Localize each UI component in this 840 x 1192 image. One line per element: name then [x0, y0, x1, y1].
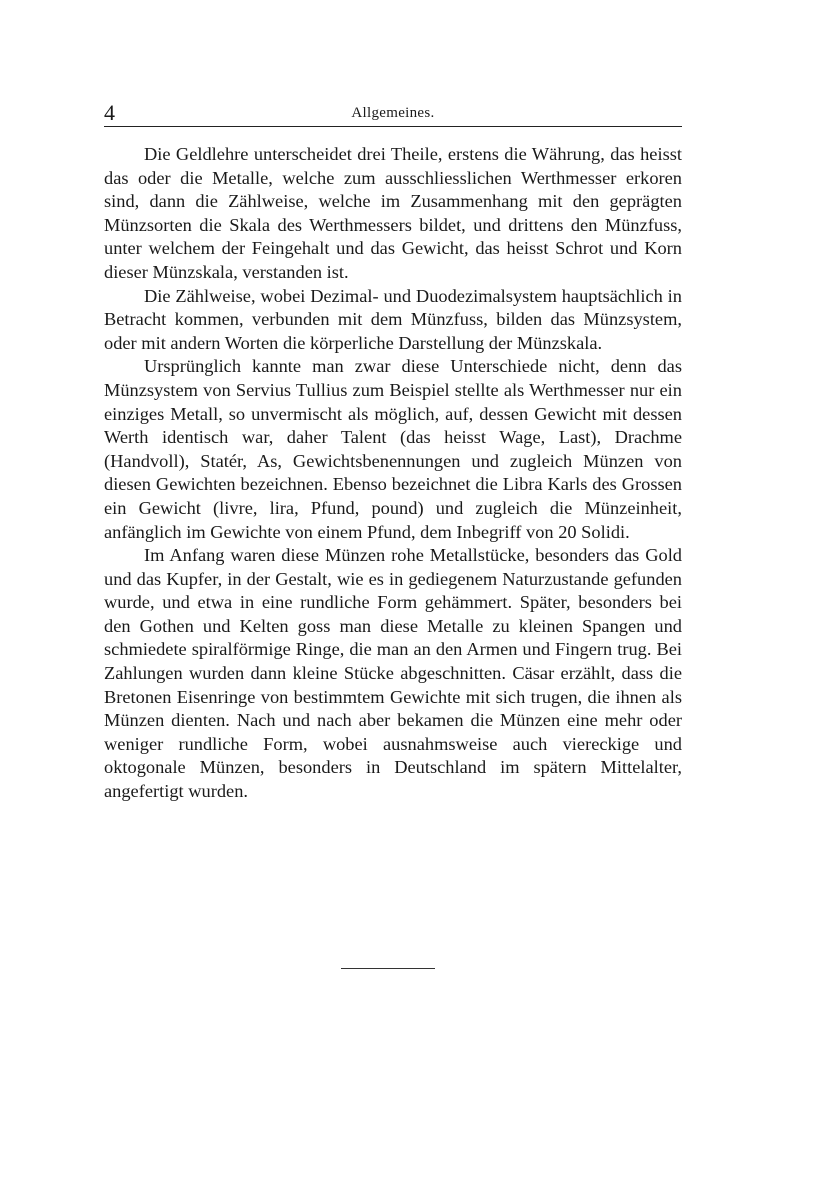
header-rule: [104, 126, 682, 127]
page-header: [104, 100, 682, 126]
body-text: [104, 143, 682, 804]
running-head: Allgemeines.: [351, 105, 435, 121]
section-end-rule: [341, 968, 435, 969]
paragraph-urspruenglich: Ursprünglich kannte man zwar diese Unterschiede nicht, denn das Münzsystem von Servius Tullius zum Beispiel stellte als Werthmesser nur ein einziges Metall, so unvermischt als möglich, auf, dessen Gewicht mit dessen Werth identisch war, daher Talent (das heisst Wage, Last), Drachme (Handvoll), Statér, As, Gewichtsbenennungen und zugleich Münzen von diesen Gewichten bezeichnen. Ebenso bezeichnet die Libra Karls des Grossen ein Gewicht (livre, lira, Pfund, pound) und zugleich die Münzeinheit, anfänglich im Gewichte von einem Pfund, dem Inbegriff von 20 Solidi.: [104, 356, 682, 542]
paragraph-geldlehre: Die Geldlehre unterscheidet drei Theile, erstens die Währung, das heisst das oder die Metalle, welche zum ausschliesslichen Werthmesser erkoren sind, dann die Zählweise, welche im Zusammenhang mit den geprägten Münzsorten die Skala des Werthmessers bildet, und drittens den Münzfuss, unter welchem der Feingehalt und das Gewicht, das heisst Schrot und Korn dieser Münzskala, verstanden ist.: [104, 144, 682, 282]
page-number: 4: [104, 100, 115, 125]
paragraph-zaehlweise: Die Zählweise, wobei Dezimal- und Duodezimalsystem hauptsächlich in Betracht kommen, verbunden mit dem Münzfuss, bilden das Münzsystem, oder mit andern Worten die körperliche Darstellung der Münzskala.: [104, 285, 682, 353]
paragraph-im-anfang: Im Anfang waren diese Münzen rohe Metallstücke, besonders das Gold und das Kupfer, in der Gestalt, wie es in gediegenem Naturzustande gefunden wurde, und etwa in eine rundliche Form gehämmert. Später, besonders bei den Gothen und Kelten goss man diese Metalle zu kleinen Spangen und schmiedete spiralförmige Ringe, die man an den Armen und Fingern trug. Bei Zahlungen wurden dann kleine Stücke abgeschnitten. Cäsar erzählt, dass die Bretonen Eisenringe von bestimmtem Gewichte mit sich trugen, die ihnen als Münzen dienten. Nach und nach aber bekamen die Münzen eine mehr oder weniger rundliche Form, wobei ausnahmsweise auch viereckige und oktogonale Münzen, besonders in Deutschland im spätern Mittelalter, angefertigt wurden.: [104, 545, 682, 802]
